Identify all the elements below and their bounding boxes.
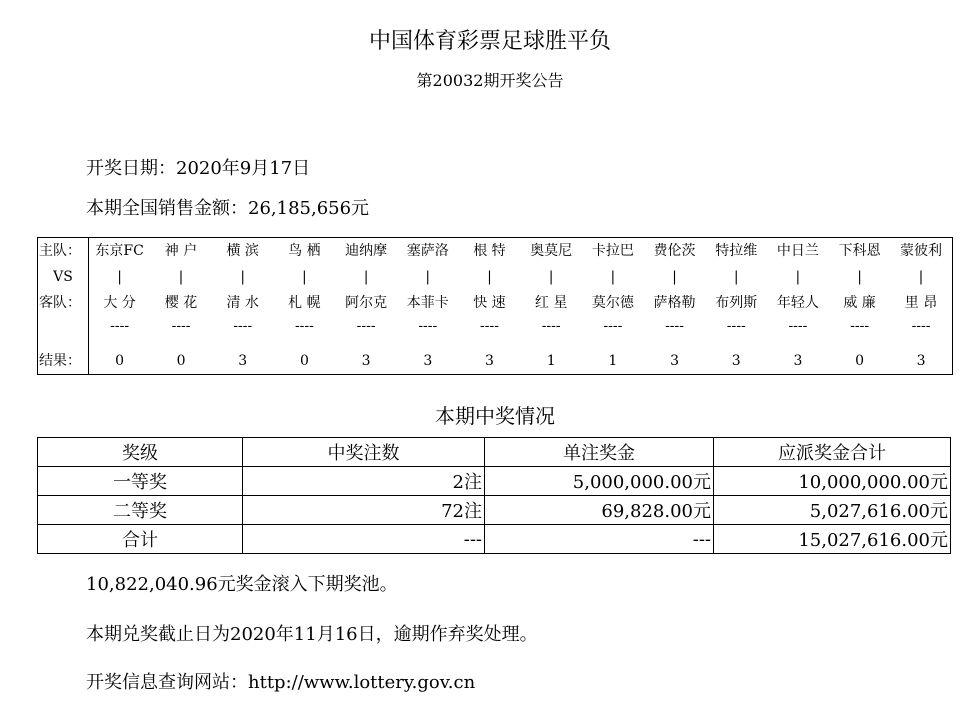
separator: ---- xyxy=(480,318,499,334)
home-team: 东京FC xyxy=(95,243,144,259)
page-title: 中国体育彩票足球胜平负 xyxy=(368,29,611,54)
winning-count: --- xyxy=(243,525,485,554)
separator: ---- xyxy=(356,318,376,334)
away-team: 红 星 xyxy=(534,295,568,311)
match-result: 3 xyxy=(485,353,494,369)
home-team: 特拉维 xyxy=(715,243,758,259)
home-team: 下科恩 xyxy=(838,243,881,259)
match-result: 3 xyxy=(423,353,433,369)
away-team: 莫尔德 xyxy=(591,295,634,311)
separator: ---- xyxy=(171,318,191,334)
blank-cell xyxy=(582,336,644,348)
sales-amount: 本期全国销售金额：26,185,656元 xyxy=(86,198,370,219)
separator-label xyxy=(38,316,89,336)
separator: ---- xyxy=(665,318,684,334)
header-single-prize: 单注奖金 xyxy=(485,438,714,467)
vs-mark: | xyxy=(363,269,369,285)
home-team: 根 特 xyxy=(473,243,506,259)
header-winning-count: 中奖注数 xyxy=(243,438,485,467)
home-team: 蒙彼利 xyxy=(900,243,943,259)
blank-cell xyxy=(705,336,767,348)
rollover-note: 10,822,040.96元奖金滚入下期奖池。 xyxy=(86,574,398,595)
vs-mark: | xyxy=(487,269,492,285)
separator: ---- xyxy=(788,318,808,334)
separator: ---- xyxy=(233,318,253,334)
single-prize: 69,828.00元 xyxy=(485,496,714,525)
issue-subtitle: 第20032期开奖公告 xyxy=(416,71,564,90)
vs-mark: | xyxy=(857,269,862,285)
match-result: 3 xyxy=(361,353,371,369)
home-team: 鸟 栖 xyxy=(288,243,321,259)
winning-count: 72注 xyxy=(243,496,485,525)
separator: ---- xyxy=(418,318,438,334)
blank-cell xyxy=(150,336,212,348)
separator: ---- xyxy=(726,318,746,334)
home-row xyxy=(38,238,953,265)
vs-mark: | xyxy=(610,269,616,285)
home-team: 横 滨 xyxy=(226,243,259,259)
match-result: 0 xyxy=(176,353,186,369)
away-team: 阿尔克 xyxy=(345,295,388,311)
separator: ---- xyxy=(911,318,931,334)
match-result: 3 xyxy=(731,353,741,369)
vs-mark: | xyxy=(117,269,122,285)
vs-mark: | xyxy=(548,269,554,285)
result-row xyxy=(38,348,953,375)
vs-mark: | xyxy=(795,269,801,285)
home-team: 费伦茨 xyxy=(653,243,696,259)
deadline-note: 本期兑奖截止日为2020年11月16日，逾期作弃奖处理。 xyxy=(86,624,538,645)
match-result: 3 xyxy=(793,353,803,369)
vs-mark: | xyxy=(178,269,184,285)
total-prize: 10,000,000.00元 xyxy=(714,467,951,496)
blank-cell xyxy=(274,336,336,348)
total-prize: 15,027,616.00元 xyxy=(714,525,951,554)
website-link[interactable]: 开奖信息查询网站：http://www.lottery.gov.cn xyxy=(86,672,476,693)
vs-mark: | xyxy=(240,269,246,285)
winning-count: 2注 xyxy=(243,467,485,496)
table-row xyxy=(38,525,951,554)
away-team: 本菲卡 xyxy=(406,295,449,311)
separator: ---- xyxy=(541,318,561,334)
away-team: 年轻人 xyxy=(776,295,819,311)
prize-level: 一等奖 xyxy=(38,467,243,496)
blank-cell xyxy=(829,336,891,348)
vs-mark: | xyxy=(918,269,924,285)
away-team: 布列斯 xyxy=(715,295,758,311)
match-result: 3 xyxy=(238,353,248,369)
table-row xyxy=(38,467,951,496)
blank-cell xyxy=(397,336,459,348)
header-total-prize: 应派奖金合计 xyxy=(714,438,951,467)
blank-row xyxy=(38,336,953,348)
prize-section-title: 本期中奖情况 xyxy=(435,404,555,428)
blank-cell xyxy=(459,336,521,348)
separator: ---- xyxy=(110,318,130,334)
separator-row xyxy=(38,316,953,336)
blank-cell xyxy=(520,336,582,348)
away-label: 客队： xyxy=(38,290,89,316)
vs-mark: | xyxy=(302,269,307,285)
home-team: 迪纳摩 xyxy=(345,243,388,259)
blank-cell xyxy=(335,336,397,348)
vs-mark: | xyxy=(733,269,739,285)
match-result: 3 xyxy=(670,353,679,369)
separator: ---- xyxy=(294,318,314,334)
blank-cell xyxy=(644,336,706,348)
away-team: 萨格勒 xyxy=(653,295,696,311)
match-result: 0 xyxy=(299,353,309,369)
home-team: 中日兰 xyxy=(776,243,819,259)
away-team: 威 廉 xyxy=(843,295,876,311)
prize-level: 合计 xyxy=(38,525,243,554)
home-label: 主队： xyxy=(38,238,89,265)
blank-cell xyxy=(890,336,952,348)
match-result: 3 xyxy=(916,353,926,369)
away-team: 樱 花 xyxy=(164,295,198,311)
home-team: 奥莫尼 xyxy=(530,243,573,259)
away-team: 大 分 xyxy=(103,295,136,311)
match-result: 0 xyxy=(855,353,865,369)
vs-mark: | xyxy=(672,269,677,285)
vs-mark: | xyxy=(425,269,431,285)
prize-table xyxy=(37,437,951,554)
total-prize: 5,027,616.00元 xyxy=(714,496,951,525)
prize-table-header xyxy=(38,438,951,467)
home-team: 卡拉巴 xyxy=(591,243,634,259)
single-prize: --- xyxy=(485,525,714,554)
away-row xyxy=(38,290,953,316)
matches-table xyxy=(37,237,953,375)
away-team: 清 水 xyxy=(226,295,259,311)
prize-level: 二等奖 xyxy=(38,496,243,525)
blank-cell xyxy=(767,336,829,348)
vs-row xyxy=(38,264,953,290)
draw-date: 开奖日期：2020年9月17日 xyxy=(86,158,311,179)
home-team: 神 户 xyxy=(164,243,198,259)
table-row xyxy=(38,496,951,525)
match-result: 0 xyxy=(115,353,125,369)
away-team: 快 速 xyxy=(473,295,506,311)
blank-label xyxy=(38,336,89,348)
away-team: 里 昂 xyxy=(904,295,938,311)
header-prize-level: 奖级 xyxy=(38,438,243,467)
single-prize: 5,000,000.00元 xyxy=(485,467,714,496)
vs-label: VS xyxy=(38,264,89,290)
separator: ---- xyxy=(850,318,870,334)
separator: ---- xyxy=(603,318,623,334)
home-team: 塞萨洛 xyxy=(406,243,449,259)
match-result: 1 xyxy=(546,353,556,369)
blank-cell xyxy=(212,336,274,348)
match-result: 1 xyxy=(608,353,618,369)
blank-cell xyxy=(89,336,151,348)
away-team: 札 幌 xyxy=(288,295,321,311)
result-label: 结果： xyxy=(38,348,89,375)
